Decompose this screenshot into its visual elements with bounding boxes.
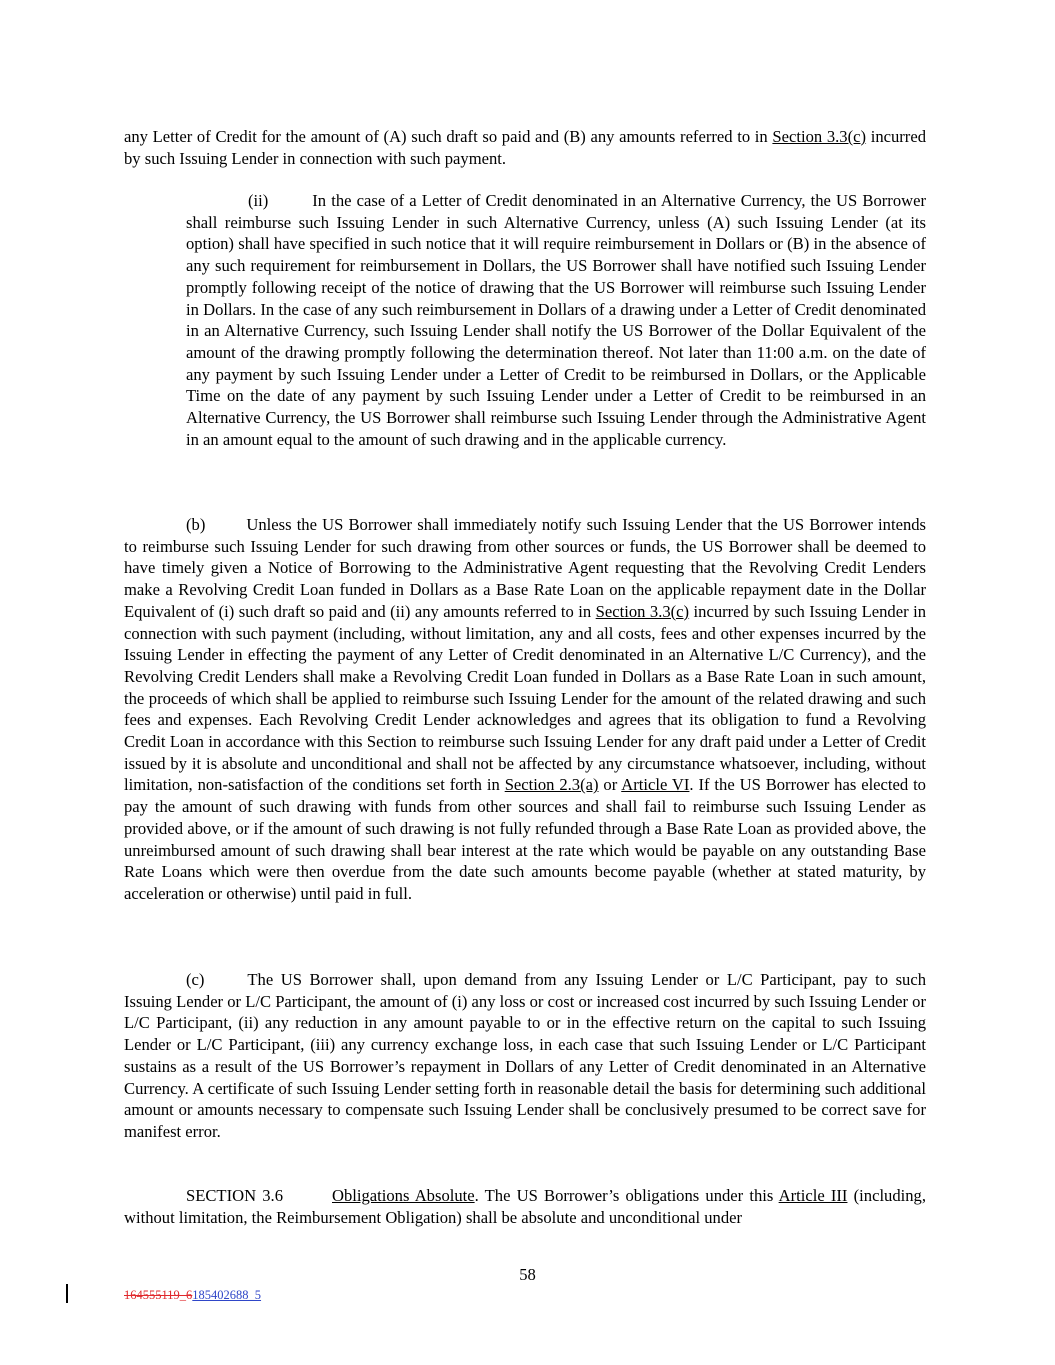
paragraph-b	[124, 514, 926, 905]
inserted-document-id: 185402688_5	[192, 1288, 262, 1302]
page-number: 58	[519, 1265, 536, 1284]
section-label: SECTION 3.6	[186, 1186, 283, 1205]
document-id-footer	[124, 1288, 261, 1303]
paragraph-label: (b)	[186, 515, 206, 534]
section-reference-link[interactable]: Section 2.3(a)	[504, 775, 599, 795]
change-bar	[66, 1284, 68, 1303]
paragraph-text: . The US Borrower’s obligations under this	[474, 1186, 779, 1205]
paragraph-text: any Letter of Credit for the amount of (A) such draft so paid and (B) any amounts referred to in	[124, 127, 773, 146]
paragraph-text: . If the US Borrower has elected to pay the amount of such drawing with funds from other sources and shall fail to reimburse such Issuing Lender as provided above, or if the amount of such drawing is not fully refunded through a Base Rate Loan as provided above, the unreimbursed amount of such drawing shall bear interest at the rate which would be payable on any outstanding Base Rate Loans which were then overdue from the date such amounts become payable (whether at stated maturity, by acceleration or otherwise) until paid in full.	[124, 775, 926, 903]
section-reference-link[interactable]: Section 3.3(c)	[595, 601, 690, 621]
paragraph-text: incurred by such Issuing Lender in connection with such payment.	[124, 127, 926, 168]
paragraph-text: or	[598, 775, 622, 795]
section-heading: Obligations Absolute	[332, 1186, 475, 1205]
paragraph-text: (including, without limitation, the Reimbursement Obligation) shall be absolute and unconditional under	[124, 1186, 927, 1227]
paragraph-continuation	[124, 126, 926, 169]
paragraph-label: (ii)	[248, 191, 269, 210]
paragraph-text: Unless the US Borrower shall immediately notify such Issuing Lender that the US Borrower intends to reimburse such Issuing Lender for such drawing from other sources or funds, the US Borrower shall be deemed to have timely given a Notice of Borrowing to the Administrative Agent requesting that the Revolving Credit Lenders make a Revolving Credit Loan funded in Dollars as a Base Rate Loan on the applicable repayment date in the Dollar Equivalent of (i) such draft so paid and (ii) any amounts referred to in	[124, 515, 926, 621]
paragraph-text: The US Borrower shall, upon demand from any Issuing Lender or L/C Participant, pay to such Issuing Lender or L/C Participant, the amount of (i) any loss or cost or increased cost incurred by such Issuing Lender or L/C Participant, (ii) any reduction in any amount payable to or in the effective return on the capital to such Issuing Lender or L/C Participant, (iii) any currency exchange loss, in each case that such Issuing Lender or L/C Participant sustains as a result of the US Borrower’s repayment in Dollars of any Letter of Credit denominated in an Alternative Currency. A certificate of such Issuing Lender setting forth in reasonable detail the basis for determining such additional amount or amounts necessary to compensate such Issuing Lender shall be conclusively presumed to be correct save for manifest error.	[124, 970, 926, 1141]
section-3-6	[124, 1185, 926, 1228]
article-reference-link[interactable]: Article III	[778, 1186, 848, 1205]
paragraph-label: (c)	[186, 970, 205, 989]
paragraph-text: In the case of a Letter of Credit denominated in an Alternative Currency, the US Borrower shall reimburse such Issuing Lender in such Alternative Currency, unless (A) such Issuing Lender (at its option) shall have specified in such notice that it will require reimbursement in Dollars or (B) in the absence of any such requirement for reimbursement in Dollars, the US Borrower shall have notified such Issuing Lender promptly following receipt of the notice of drawing that the US Borrower will reimburse such Issuing Lender in Dollars. In the case of any such reimbursement in Dollars of a drawing under a Letter of Credit denominated in an Alternative Currency, such Issuing Lender shall notify the US Borrower of the Dollar Equivalent of the amount of the drawing promptly following the determination thereof. Not later than 11:00 a.m. on the date of any payment by such Issuing Lender under a Letter of Credit to be reimbursed in Dollars, or the Applicable Time on the date of any payment by such Issuing Lender under a Letter of Credit to be reimbursed in an Alternative Currency, the US Borrower shall reimburse such Issuing Lender through the Administrative Agent in an amount equal to the amount of such drawing and in the applicable currency.	[186, 191, 926, 449]
paragraph-ii	[186, 190, 926, 450]
deleted-document-id: 164555119_6	[124, 1288, 193, 1302]
paragraph-c	[124, 969, 926, 1143]
paragraph-text: incurred by such Issuing Lender in connection with such payment (including, without limitation, any and all costs, fees and other expenses incurred by the Issuing Lender in effecting the payment of any Letter of Credit denominated in an Alternative L/C Currency), and the Revolving Credit Lenders shall make a Revolving Credit Loan funded in Dollars as a Base Rate Loan in such amount, the proceeds of which shall be applied to reimburse such Issuing Lender for the amount of the related drawing and such fees and expenses. Each Revolving Credit Lender acknowledges and agrees that its obligation to fund a Revolving Credit Loan in accordance with this Section to reimburse such Issuing Lender for any draft paid under a Letter of Credit issued by it is absolute and unconditional and shall not be affected by any circumstance whatsoever, including, without limitation, non-satisfaction of the conditions set forth in	[124, 601, 926, 795]
section-reference-link[interactable]: Section 3.3(c)	[772, 127, 867, 146]
article-reference-link[interactable]: Article VI	[621, 775, 690, 795]
